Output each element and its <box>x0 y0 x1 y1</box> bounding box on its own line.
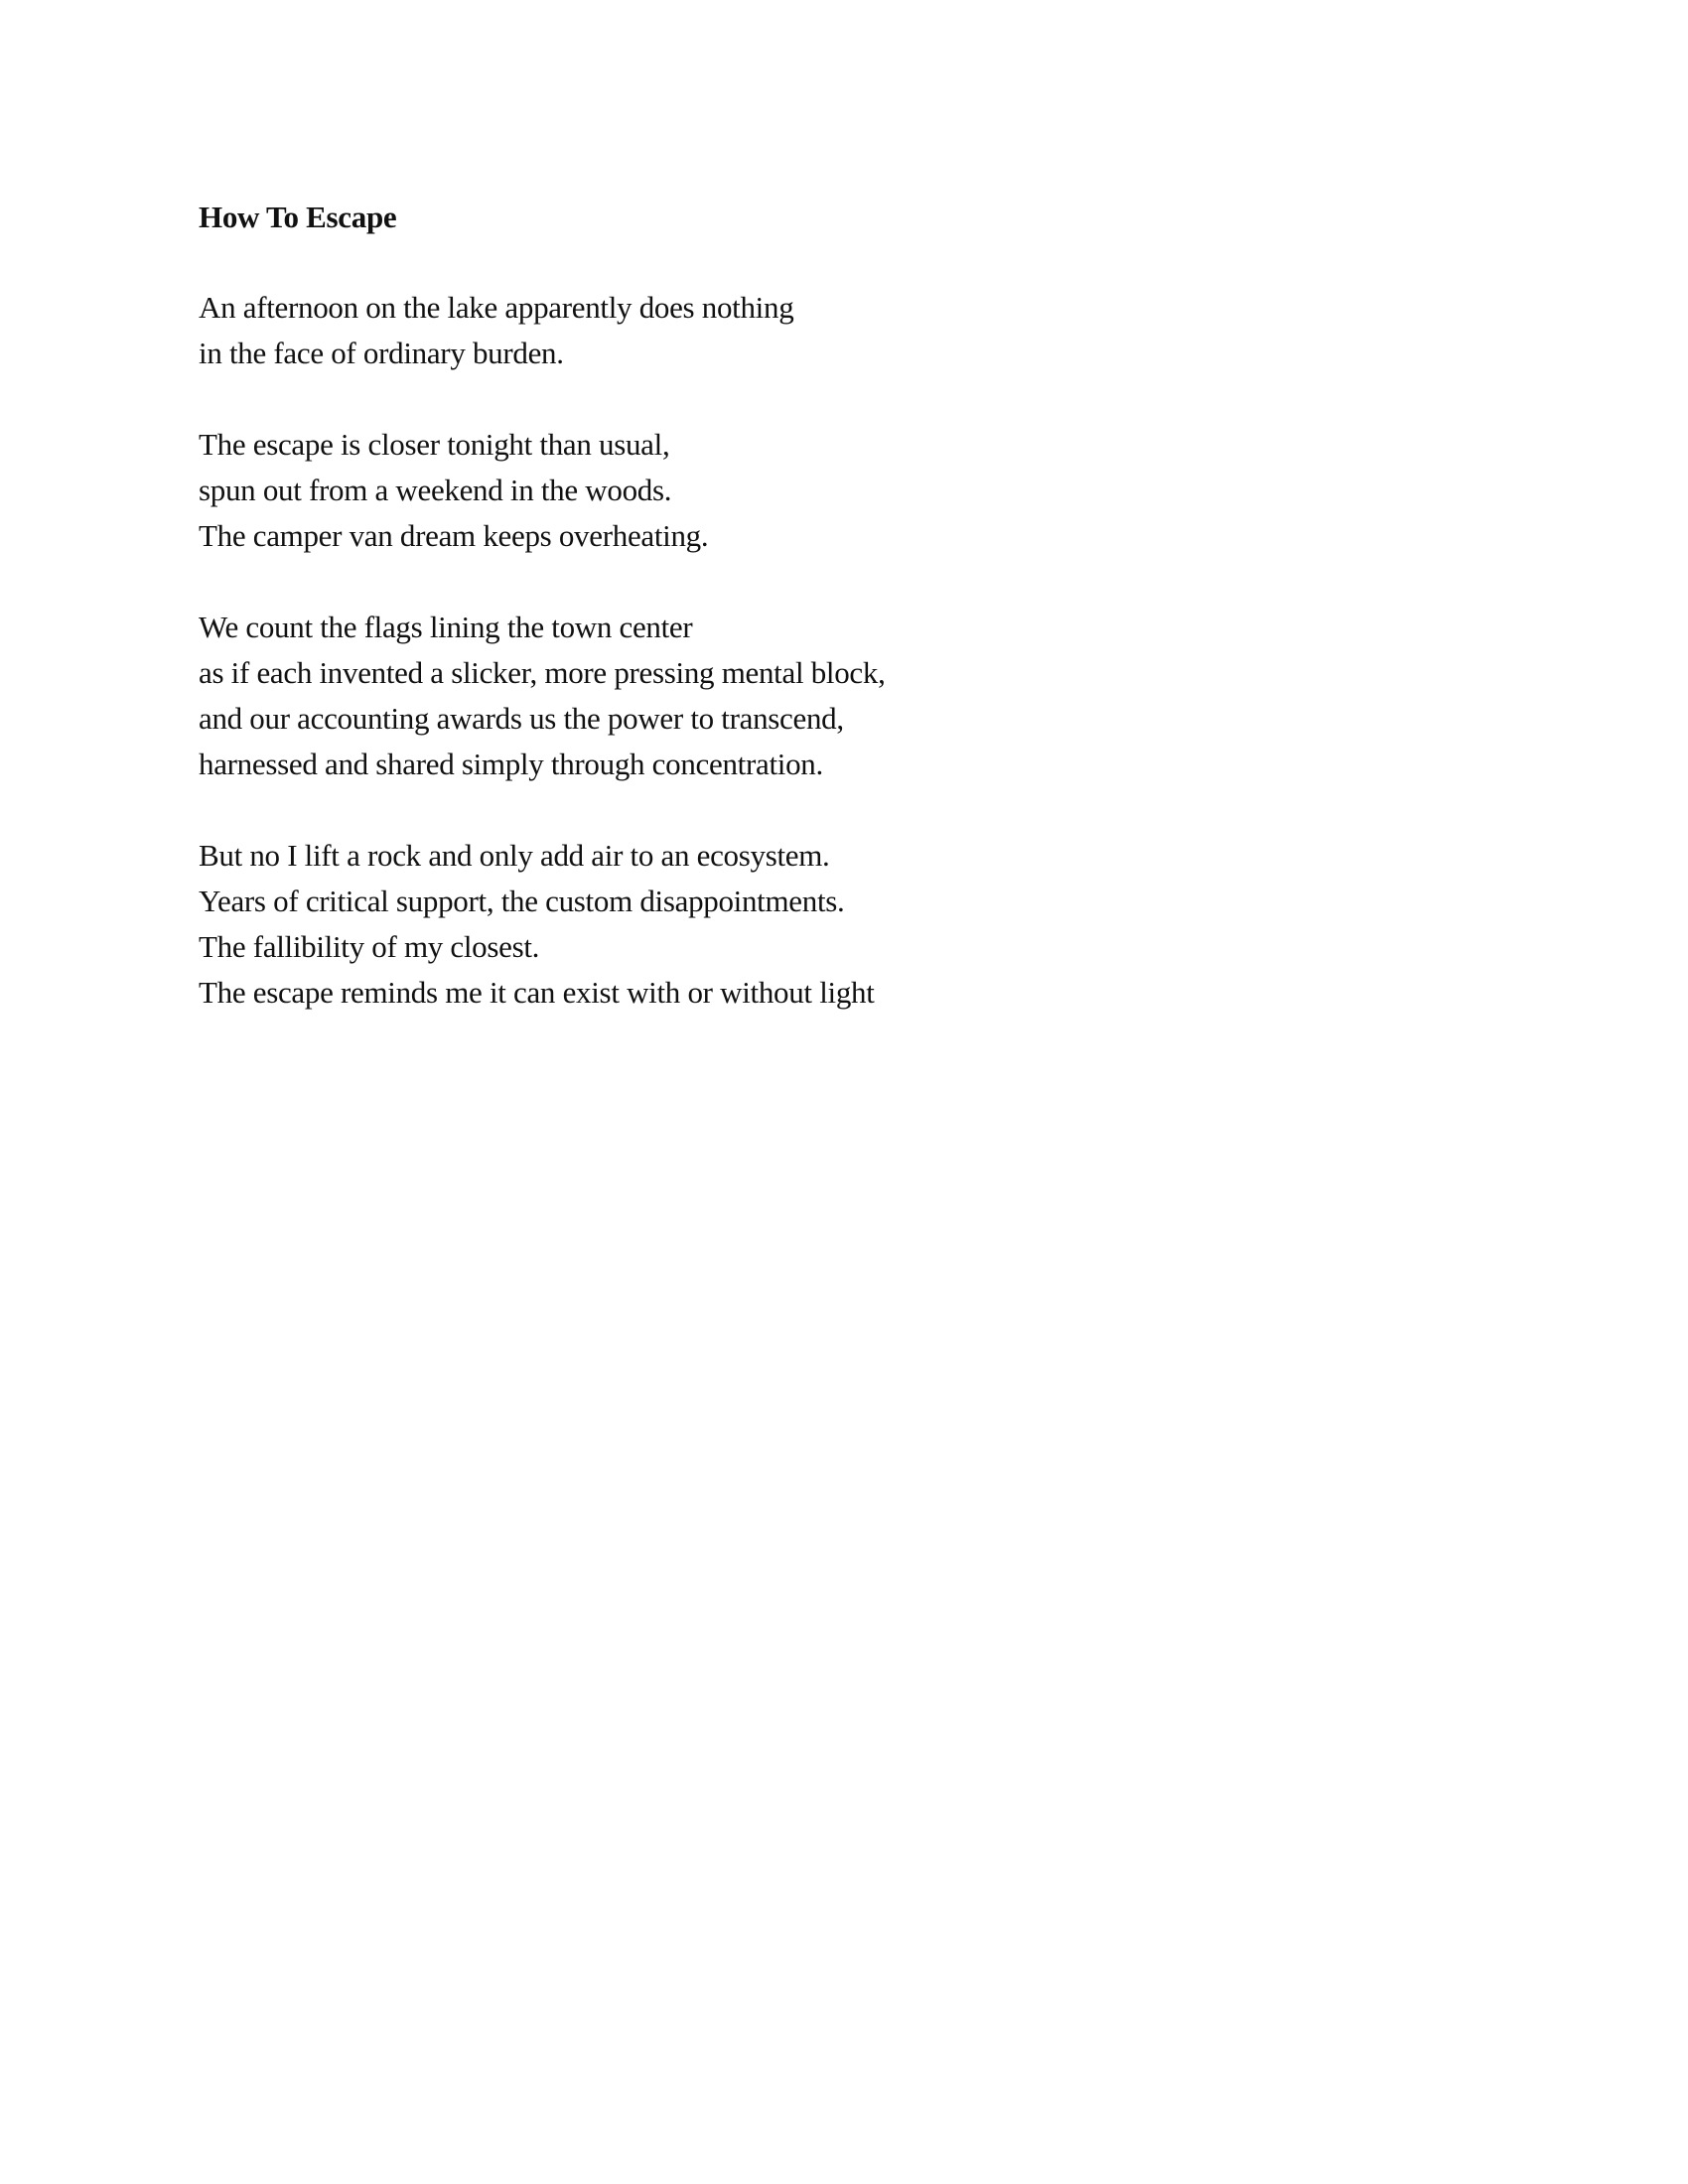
poem-line: The camper van dream keeps overheating. <box>199 518 709 553</box>
poem-line: The escape reminds me it can exist with or without light <box>199 975 875 1010</box>
stanza-1 <box>199 285 1291 376</box>
stanza-2 <box>199 422 1291 559</box>
poem-line: as if each invented a slicker, more pressing mental block, <box>199 655 886 690</box>
poem-line: The escape is closer tonight than usual, <box>199 427 670 462</box>
poem-line: An afternoon on the lake apparently does nothing <box>199 290 794 325</box>
poem <box>199 195 1291 1061</box>
poem-line: The fallibility of my closest. <box>199 929 540 964</box>
poem-line: We count the flags lining the town center <box>199 610 693 644</box>
poem-line: But no I lift a rock and only add air to an ecosystem. <box>199 838 830 873</box>
poem-line: spun out from a weekend in the woods. <box>199 473 672 507</box>
poem-line: Years of critical support, the custom disappointments. <box>199 884 845 918</box>
stanza-3 <box>199 605 1291 787</box>
poem-line: harnessed and shared simply through concentration. <box>199 747 823 781</box>
poem-line: in the face of ordinary burden. <box>199 336 564 370</box>
poem-title: How To Escape <box>199 200 397 234</box>
stanza-4 <box>199 833 1291 1016</box>
poem-line: and our accounting awards us the power to transcend, <box>199 701 844 736</box>
